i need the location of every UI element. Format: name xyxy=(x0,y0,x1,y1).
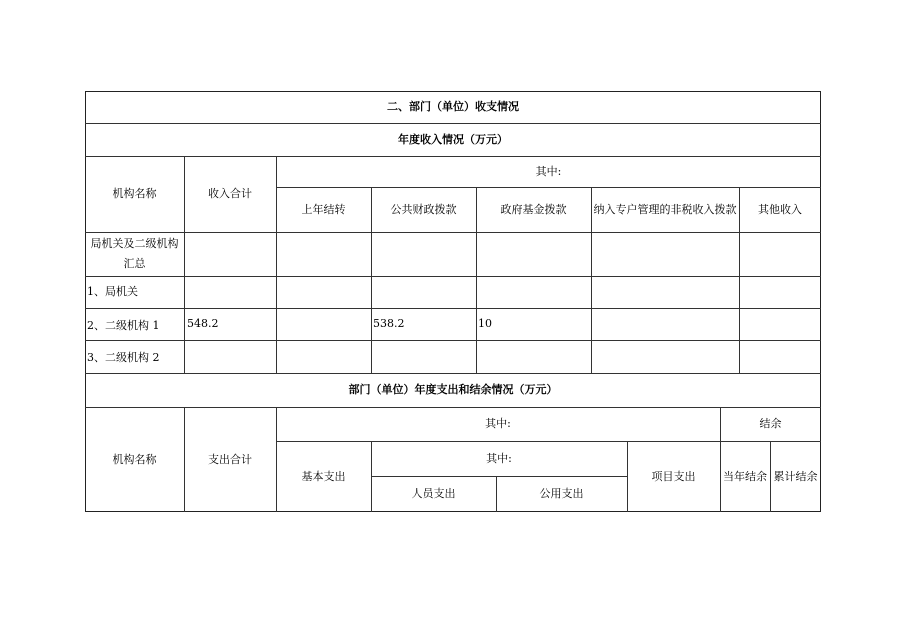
income-heading: 年度收入情况（万元） xyxy=(398,133,508,146)
row-divider xyxy=(371,476,627,477)
col-divider xyxy=(276,156,277,373)
table-row-org-name: 汇总 xyxy=(123,257,146,270)
row-divider xyxy=(85,232,821,233)
income-col-fiscal: 公共财政拨款 xyxy=(390,203,457,216)
row-divider xyxy=(85,276,821,277)
expense-col-project: 项目支出 xyxy=(651,470,696,483)
expense-balance-label: 结余 xyxy=(759,417,782,430)
report-table xyxy=(85,91,821,512)
expense-col-personnel: 人员支出 xyxy=(411,487,456,500)
expense-col-cumulative-balance: 累计结余 xyxy=(773,470,818,483)
expense-col-total: 支出合计 xyxy=(208,453,252,466)
table-row-org-name: 3、二级机构 2 xyxy=(87,351,160,364)
expense-among-label: 其中: xyxy=(485,417,511,430)
expense-col-public: 公用支出 xyxy=(539,487,584,500)
cell-income-total: 548.2 xyxy=(187,317,219,330)
cell-fund-allocation: 10 xyxy=(478,317,492,330)
row-divider xyxy=(85,340,821,341)
income-among-label: 其中: xyxy=(535,165,562,178)
expense-col-current-balance: 当年结余 xyxy=(723,470,767,483)
row-divider xyxy=(85,156,821,157)
row-divider xyxy=(85,407,821,408)
table-row-org-name: 局机关及二级机构 xyxy=(90,237,179,250)
expense-col-org: 机构名称 xyxy=(112,453,157,466)
table-row-org-name: 2、二级机构 1 xyxy=(87,319,160,332)
income-col-nontax: 纳入专户管理的非税收入拨款 xyxy=(593,203,737,216)
income-col-carryover: 上年结转 xyxy=(301,203,346,216)
table-title: 二、部门（单位）收支情况 xyxy=(387,100,519,113)
row-divider xyxy=(276,441,821,442)
income-col-total: 收入合计 xyxy=(208,187,252,200)
income-col-fund: 政府基金拨款 xyxy=(500,203,567,216)
income-col-org: 机构名称 xyxy=(112,187,157,200)
cell-fiscal-allocation: 538.2 xyxy=(373,317,405,330)
table-row-org-name: 1、局机关 xyxy=(87,285,138,298)
row-divider xyxy=(85,123,821,124)
expense-among-label-2: 其中: xyxy=(486,452,512,465)
expense-col-basic: 基本支出 xyxy=(301,470,346,483)
row-divider xyxy=(85,373,821,374)
row-divider xyxy=(85,308,821,309)
expense-heading: 部门（单位）年度支出和结余情况（万元） xyxy=(348,383,558,396)
income-col-other: 其他收入 xyxy=(758,203,802,216)
